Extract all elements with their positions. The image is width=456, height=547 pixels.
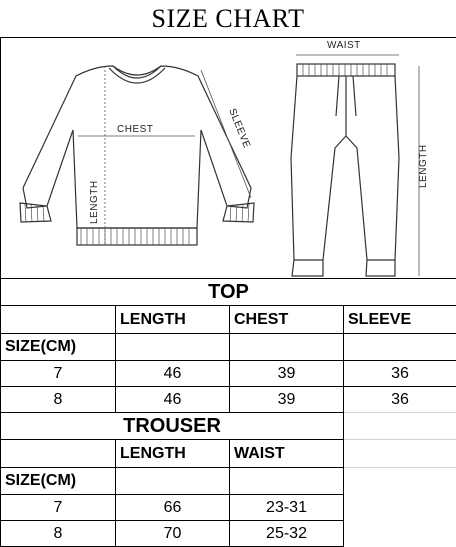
top-length-cell: 46: [116, 387, 230, 413]
trouser-waist-cell: 23-31: [230, 495, 344, 521]
top-size-label: SIZE(CM): [1, 334, 116, 361]
trouser-legs: [291, 76, 399, 260]
page-title: SIZE CHART: [0, 0, 456, 37]
top-header-blank: [1, 306, 116, 334]
trouser-size-label: SIZE(CM): [1, 468, 116, 495]
trouser-col-length: LENGTH: [116, 440, 230, 468]
sweatshirt-collar: [113, 66, 161, 78]
trouser-size-cell: 8: [1, 521, 116, 547]
trouser-heading: TROUSER: [1, 413, 344, 440]
top-size-table: [0, 278, 456, 413]
trouser-header-blank: [1, 440, 116, 468]
top-sleeve-cell: 36: [344, 361, 456, 387]
top-chest-cell: 39: [230, 361, 344, 387]
table-row: [1, 495, 456, 521]
top-chest-cell: 39: [230, 387, 344, 413]
trouser-waistband: [297, 64, 395, 76]
chest-label: CHEST: [117, 124, 153, 135]
garment-diagram: [0, 37, 456, 278]
top-size-cell: 8: [1, 387, 116, 413]
trouser-waist-cell: 25-32: [230, 521, 344, 547]
sleeve-label: SLEEVE: [226, 107, 252, 150]
top-sleeve-cell: 36: [344, 387, 456, 413]
table-row: [1, 387, 456, 413]
trouser-size-cell: 7: [1, 495, 116, 521]
top-size-cell: 7: [1, 361, 116, 387]
length-label: LENGTH: [89, 180, 100, 224]
sweatshirt-waistband: [77, 228, 197, 245]
table-row: [1, 521, 456, 547]
top-col-sleeve: SLEEVE: [344, 306, 456, 334]
top-heading: TOP: [1, 279, 456, 306]
waist-label: WAIST: [327, 40, 361, 51]
trouser-length-label: LENGTH: [418, 144, 429, 188]
top-length-cell: 46: [116, 361, 230, 387]
trouser-size-table: [0, 412, 456, 547]
trouser-length-cell: 70: [116, 521, 230, 547]
table-row: [1, 361, 456, 387]
trouser-col-waist: WAIST: [230, 440, 344, 468]
sweatshirt-body: [23, 66, 251, 228]
top-col-length: LENGTH: [116, 306, 230, 334]
trouser-length-cell: 66: [116, 495, 230, 521]
top-col-chest: CHEST: [230, 306, 344, 334]
garment-illustration: [1, 38, 456, 279]
